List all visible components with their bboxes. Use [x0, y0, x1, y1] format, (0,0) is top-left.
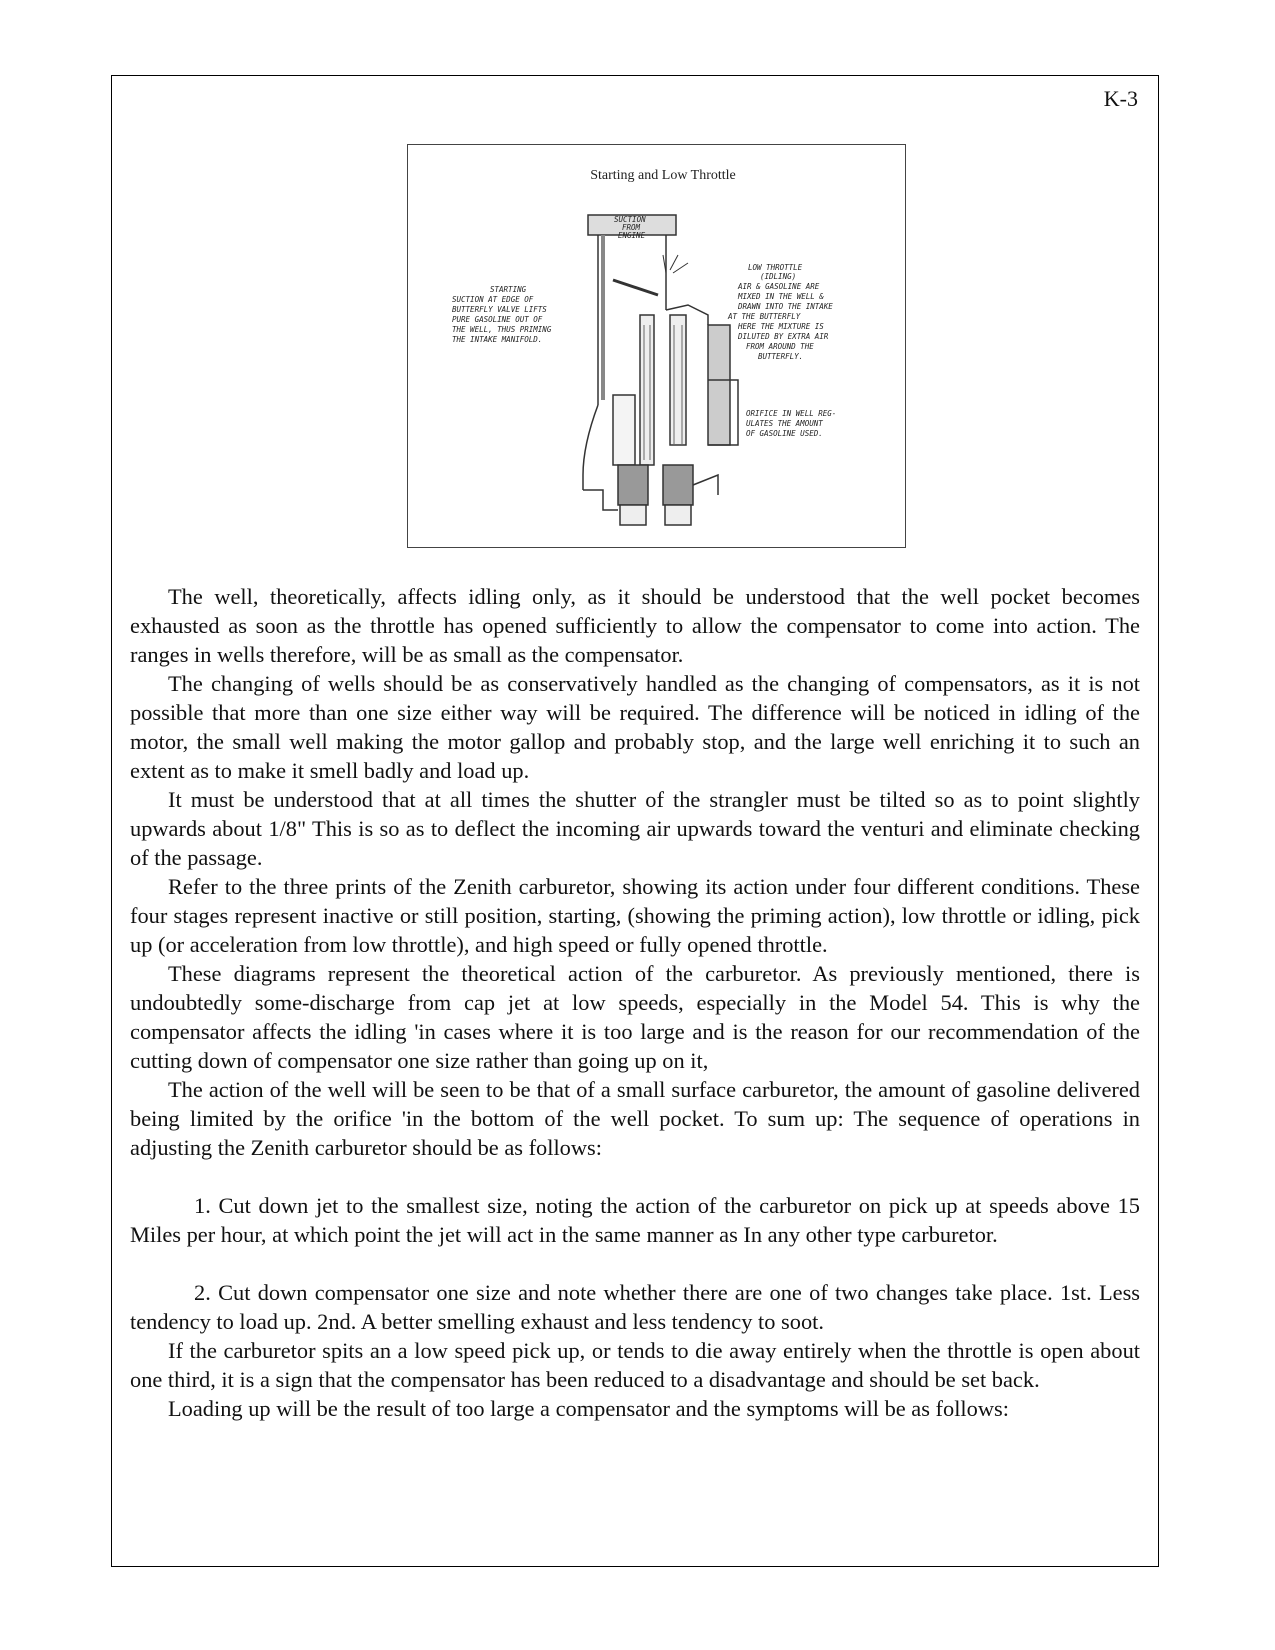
carburetor-diagram [407, 144, 906, 548]
page-number: K-3 [1103, 86, 1138, 111]
paragraph: Loading up will be the result of too large a compensator and the symptoms will be as follows: [168, 1396, 1009, 1421]
paragraph: If the carburetor spits an a low speed pick up, or tends to die away entirely when the throttle is open about one third, it is a sign that the compensator has been reduced to a disadvantage and should be set back. [130, 1338, 1140, 1392]
paragraph: Refer to the three prints of the Zenith carburetor, showing its action under four different conditions. These four stages represent inactive or still position, starting, (showing the priming action), low throttle or idling, pick up (or acceleration from low throttle), and high speed or fully opened throttle. [130, 874, 1140, 957]
step-item: 2. Cut down compensator one size and note whether there are one of two changes take place. 1st. Less tendency to load up. 2nd. A better smelling exhaust and less tendency to soot. [130, 1280, 1140, 1334]
label-low-throttle: LOW THROTTLE (IDLING) AIR & GASOLINE ARE MIXED IN THE WELL & DRAWN INTO THE INTAKE AT THE BUTTERFLY HERE THE MIXTURE IS DILUTED BY EXTRA AIR FROM AROUND THE BUTTERFLY. [728, 263, 833, 361]
paragraph: These diagrams represent the theoretical action of the carburetor. As previously mentioned, there is undoubtedly some-discharge from cap jet at low speeds, especially in the Model 54. This is why the compensator affects the idling 'in cases where it is too large and is the reason for our recommendation of the cutting down of compensator one size rather than going up on it, [130, 961, 1140, 1073]
step-item: 1. Cut down jet to the smallest size, noting the action of the carburetor on pick up at speeds above 15 Miles per hour, at which point the jet will act in the same manner as In any other type carburetor. [130, 1193, 1140, 1247]
paragraph: It must be understood that at all times the shutter of the strangler must be tilted so as to point slightly upwards about 1/8" This is so as to deflect the incoming air upwards toward the venturi and eliminate checking of the passage. [130, 787, 1140, 870]
figure-title: Starting and Low Throttle [590, 168, 736, 183]
page-frame [111, 75, 1159, 1567]
label-starting: STARTING SUCTION AT EDGE OF BUTTERFLY VALVE LIFTS PURE GASOLINE OUT OF THE WELL, THUS PRIMING THE INTAKE MANIFOLD. [452, 285, 552, 344]
carburetor-drawing [583, 215, 738, 525]
label-orifice: ORIFICE IN WELL REG- ULATES THE AMOUNT OF GASOLINE USED. [746, 409, 837, 438]
paragraph: The action of the well will be seen to be that of a small surface carburetor, the amount of gasoline delivered being limited by the orifice 'in the bottom of the well pocket. To sum up: The sequence of operations in adjusting the Zenith carburetor should be as follows: [130, 1077, 1140, 1160]
paragraph: The changing of wells should be as conservatively handled as the changing of compensators, as it is not possible that more than one size either way will be required. The difference will be noticed in idling of the motor, the small well making the motor gallop and probably stop, and the large well enriching it to such an extent as to make it smell badly and load up. [130, 671, 1140, 783]
body-text [130, 582, 1140, 1423]
label-suction: SUCTION FROM ENGINE [614, 215, 646, 240]
paragraph: The well, theoretically, affects idling only, as it should be understood that the well pocket becomes exhausted as soon as the throttle has opened sufficiently to allow the compensator to come into action. The ranges in wells therefore, will be as small as the compensator. [130, 584, 1140, 667]
